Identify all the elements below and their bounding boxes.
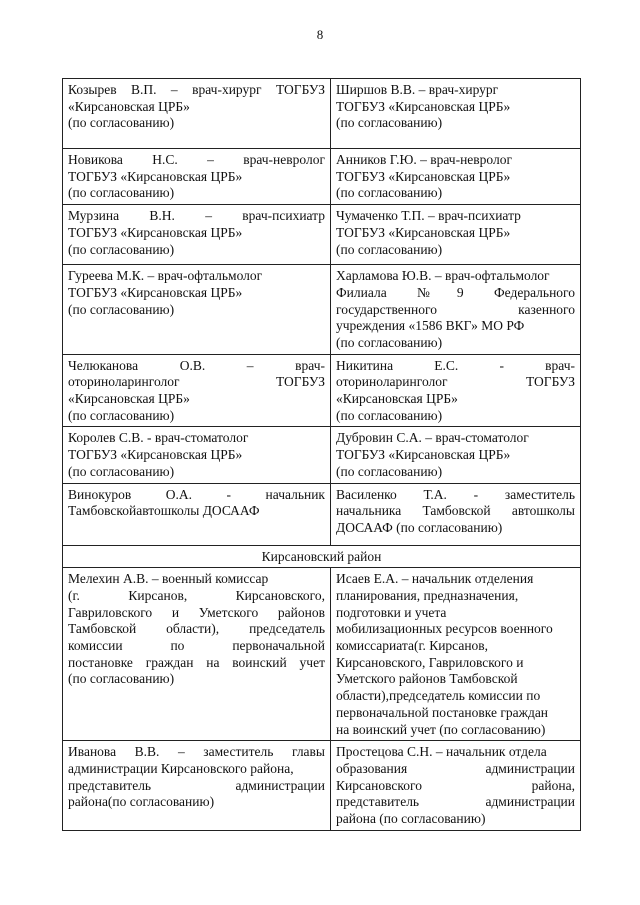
member-cell	[63, 79, 331, 149]
member-line: Винокуров О.А. - начальник	[68, 486, 325, 502]
substitute-line: (по согласованию)	[336, 334, 443, 350]
substitute-line: Дубровин С.А. – врач-стоматолог	[336, 430, 529, 446]
member-line: Челюканова О.В. – врач-	[68, 357, 325, 373]
member-cell	[63, 427, 331, 483]
substitute-line: «Кирсановская ЦРБ»	[336, 391, 458, 407]
substitute-cell	[331, 265, 581, 355]
substitute-line: оториноларинголог ТОГБУЗ	[336, 374, 575, 390]
member-line: оториноларинголог ТОГБУЗ	[68, 374, 325, 390]
substitute-line: первоначальной постановке граждан	[336, 704, 549, 720]
member-line: (по согласованию)	[68, 407, 175, 423]
member-cell	[63, 741, 331, 831]
substitute-line: Харламова Ю.В. – врач-офтальмолог	[336, 268, 550, 284]
substitute-cell	[331, 205, 581, 265]
member-line: (г. Кирсанов, Кирсановского,	[68, 587, 325, 603]
substitute-line: области),председатель комиссии по	[336, 688, 541, 704]
substitute-line: ТОГБУЗ «Кирсановская ЦРБ»	[336, 224, 511, 240]
member-cell	[63, 265, 331, 355]
substitute-line: (по согласованию)	[336, 407, 443, 423]
member-line: ТОГБУЗ «Кирсановская ЦРБ»	[68, 284, 243, 300]
member-line: Козырев В.П. – врач-хирург ТОГБУЗ	[68, 82, 325, 97]
page-number: 8	[316, 27, 324, 42]
member-line: (по согласованию)	[68, 185, 175, 201]
member-line: «Кирсановская ЦРБ»	[68, 391, 190, 407]
commission-members-table	[62, 78, 581, 831]
member-line: ТОГБУЗ «Кирсановская ЦРБ»	[68, 224, 243, 240]
substitute-line: ТОГБУЗ «Кирсановская ЦРБ»	[336, 98, 511, 114]
substitute-line: (по согласованию)	[336, 115, 443, 131]
substitute-line: Исаев Е.А. – начальник отделения	[336, 571, 534, 587]
substitute-cell	[331, 427, 581, 483]
table-row	[63, 568, 581, 741]
substitute-cell	[331, 568, 581, 741]
substitute-line: Василенко Т.А. - заместитель	[336, 486, 575, 502]
substitute-line: Ширшов В.В. – врач-хирург	[336, 82, 499, 97]
member-line: «Кирсановская ЦРБ»	[68, 98, 190, 114]
substitute-line: (по согласованию)	[336, 185, 443, 201]
substitute-line: Простецова С.Н. – начальник отдела	[336, 744, 547, 760]
member-line: Новикова Н.С. – врач-невролог	[68, 152, 325, 167]
member-line: Мурзина В.Н. – врач-психиатр	[68, 208, 325, 224]
table-row	[63, 205, 581, 265]
table-row	[63, 265, 581, 355]
member-cell	[63, 568, 331, 741]
member-line: (по согласованию)	[68, 301, 175, 317]
substitute-line: учреждения «1586 ВКГ» МО РФ	[336, 318, 525, 334]
substitute-line: начальника Тамбовской автошколы	[336, 503, 575, 519]
substitute-line: (по согласованию)	[336, 463, 443, 479]
member-line: Королев С.В. - врач-стоматолог	[68, 430, 249, 446]
table-row	[63, 741, 581, 831]
member-cell	[63, 483, 331, 545]
substitute-line: представитель администрации	[336, 794, 575, 810]
substitute-cell	[331, 149, 581, 205]
member-line: представитель администрации	[68, 777, 325, 793]
table-row	[63, 483, 581, 545]
substitute-line: комиссариата(г. Кирсанов,	[336, 638, 489, 654]
member-line: (по согласованию)	[68, 463, 175, 479]
member-line: Гавриловского и Уметского районов	[68, 604, 325, 620]
substitute-cell	[331, 483, 581, 545]
member-line: Гуреева М.К. – врач-офтальмолог	[68, 268, 263, 284]
substitute-line: ТОГБУЗ «Кирсановская ЦРБ»	[336, 168, 511, 184]
table-row	[63, 427, 581, 483]
table-row	[63, 79, 581, 149]
substitute-line: Филиала №9 Федерального	[336, 284, 575, 300]
substitute-cell	[331, 79, 581, 149]
substitute-line: ДОСААФ (по согласованию)	[336, 519, 503, 535]
substitute-line: на воинский учет (по согласованию)	[336, 721, 546, 737]
substitute-line: ТОГБУЗ «Кирсановская ЦРБ»	[336, 447, 511, 463]
section-row	[63, 545, 581, 568]
member-line: постановке граждан на воинский учет	[68, 654, 325, 670]
substitute-line: подготовки и учета	[336, 604, 447, 620]
member-line: администрации Кирсановского района,	[68, 760, 294, 776]
member-line: комиссии по первоначальной	[68, 638, 325, 654]
substitute-line: планирования, предназначения,	[336, 587, 519, 603]
substitute-line: мобилизационных ресурсов военного	[336, 621, 553, 637]
substitute-line: Анников Г.Ю. – врач-невролог	[336, 152, 513, 167]
member-line: (по согласованию)	[68, 671, 175, 687]
substitute-line: района (по согласованию)	[336, 811, 486, 827]
member-cell	[63, 354, 331, 427]
substitute-line: Никитина Е.С. - врач-	[336, 357, 575, 373]
member-line: ТОГБУЗ «Кирсановская ЦРБ»	[68, 447, 243, 463]
member-line: (по согласованию)	[68, 241, 175, 257]
member-line: района(по согласованию)	[68, 794, 215, 810]
substitute-line: государственного казенного	[336, 301, 575, 317]
member-line: ТОГБУЗ «Кирсановская ЦРБ»	[68, 168, 243, 184]
member-line: Тамбовскойавтошколы ДОСААФ	[68, 503, 260, 519]
member-cell	[63, 149, 331, 205]
substitute-line: (по согласованию)	[336, 241, 443, 257]
member-line: (по согласованию)	[68, 115, 175, 131]
substitute-line: Кирсановского, Гавриловского и	[336, 654, 524, 670]
substitute-cell	[331, 741, 581, 831]
member-line: Иванова В.В. – заместитель главы	[68, 744, 325, 760]
member-line: Тамбовской области), председатель	[68, 621, 325, 637]
substitute-line: образования администрации	[336, 760, 575, 776]
substitute-line: Кирсановского района,	[336, 777, 575, 793]
member-cell	[63, 205, 331, 265]
member-line: Мелехин А.В. – военный комиссар	[68, 571, 269, 587]
table-row	[63, 149, 581, 205]
substitute-line: Чумаченко Т.П. – врач-психиатр	[336, 208, 521, 224]
substitute-line: Уметского районов Тамбовской	[336, 671, 518, 687]
table-row	[63, 354, 581, 427]
substitute-cell	[331, 354, 581, 427]
section-title: Кирсановский район	[63, 545, 581, 568]
